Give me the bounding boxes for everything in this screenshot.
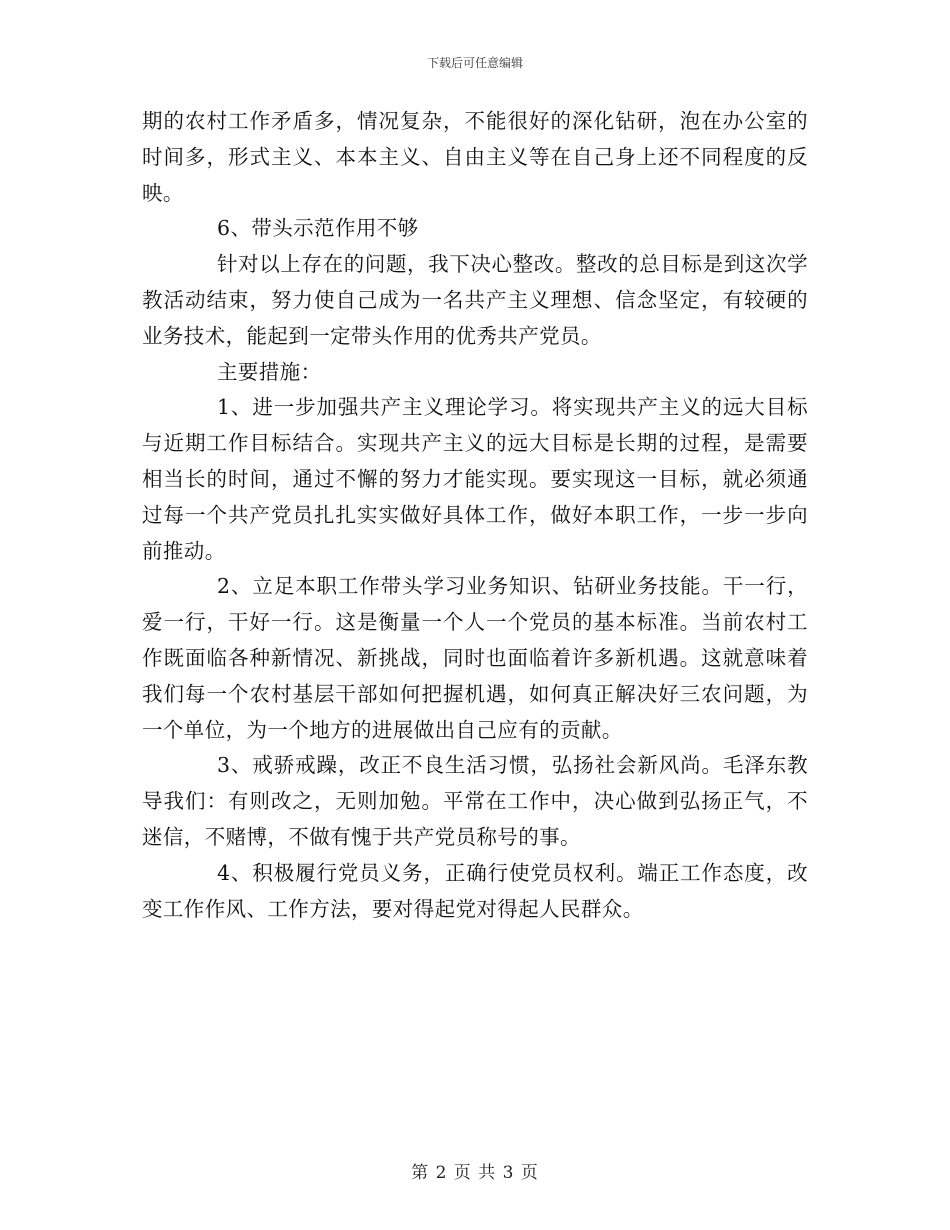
page-number: 第 2 页 共 3 页 bbox=[411, 1163, 539, 1183]
page-header: 下载后可任意编辑 bbox=[426, 56, 523, 70]
paragraph-continuation: 期的农村工作矛盾多，情况复杂，不能很好的深化钻研，泡在办公室的时间多，形式主义、本本主义、自由主义等在自己身上还不同程度的反映。 bbox=[142, 109, 808, 205]
paragraph-main-measures-heading: 主要措施： bbox=[217, 359, 322, 384]
paragraph-measure-1: 1、进一步加强共产主义理论学习。将实现共产主义的远大目标与近期工作目标结合。实现共产主义的远大目标是长期的过程，是需要相当长的时间，通过不懈的努力才能实现。要实现这一目标，就必须通过每一个共产党员扎扎实实做好具体工作，做好本职工作，一步一步向前推动。 bbox=[142, 395, 808, 563]
paragraph-measure-2: 2、立足本职工作带头学习业务知识、钻研业务技能。干一行，爱一行，干好一行。这是衡量一个人一个党员的基本标准。当前农村工作既面临各种新情况、新挑战，同时也面临着许多新机遇。这就意味着我们每一个农村基层干部如何把握机遇，如何真正解决好三农问题，为一个单位，为一个地方的进展做出自己应有的贡献。 bbox=[142, 574, 808, 742]
document-body bbox=[142, 104, 808, 927]
paragraph-rectification-goal: 针对以上存在的问题，我下决心整改。整改的总目标是到这次学教活动结束，努力使自己成为一名共产主义理想、信念坚定，有较硬的业务技术，能起到一定带头作用的优秀共产党员。 bbox=[142, 252, 808, 348]
paragraph-measure-3: 3、戒骄戒躁，改正不良生活习惯，弘扬社会新风尚。毛泽东教导我们：有则改之，无则加勉。平常在工作中，决心做到弘扬正气，不迷信，不赌博，不做有愧于共产党员称号的事。 bbox=[142, 753, 808, 849]
paragraph-measure-4: 4、积极履行党员义务，正确行使党员权利。端正工作态度，改变工作作风、工作方法，要对得起党对得起人民群众。 bbox=[142, 860, 808, 921]
paragraph-item-6: 6、带头示范作用不够 bbox=[217, 216, 419, 241]
